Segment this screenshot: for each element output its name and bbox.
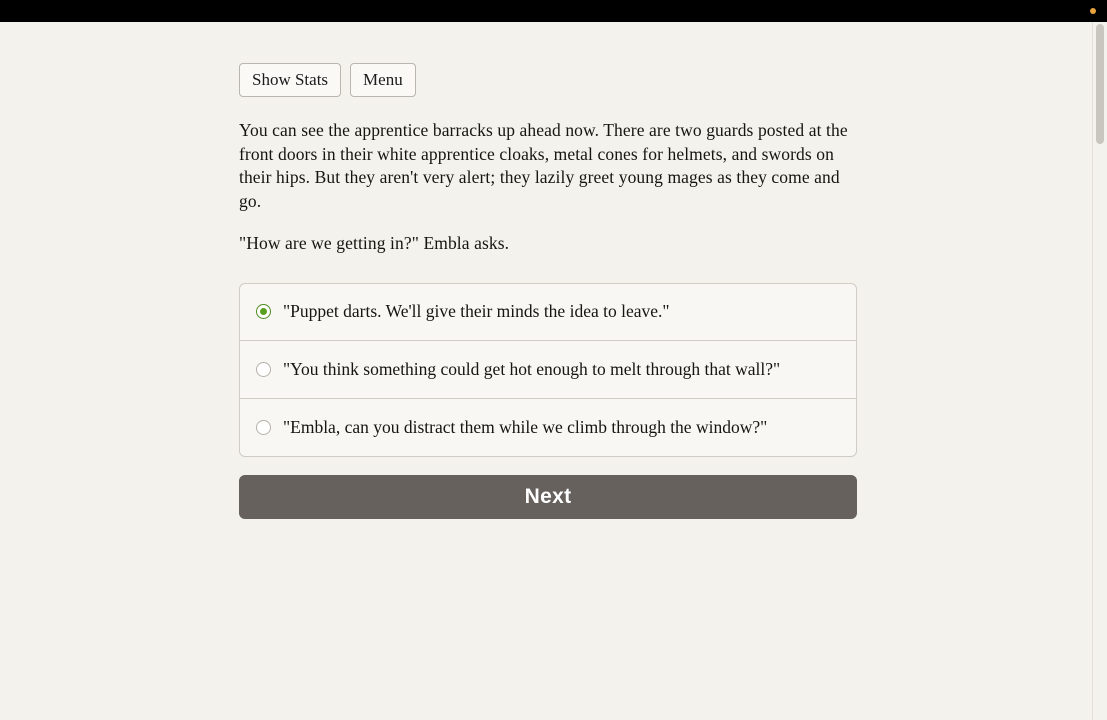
main-content: [239, 22, 857, 519]
scrollbar-thumb[interactable]: [1096, 24, 1104, 144]
menu-button[interactable]: Menu: [350, 63, 416, 97]
toolbar: [239, 63, 857, 97]
status-dot-icon: [1090, 8, 1096, 14]
radio-icon-1[interactable]: [256, 304, 271, 319]
choice-label-2: "You think something could get hot enough to melt through that wall?": [283, 358, 781, 379]
radio-icon-2[interactable]: [256, 362, 271, 377]
next-button[interactable]: Next: [239, 475, 857, 519]
choice-option-3[interactable]: [240, 399, 856, 457]
story-paragraph-2: "How are we getting in?" Embla asks.: [239, 233, 510, 253]
radio-icon-3[interactable]: [256, 420, 271, 435]
choice-label-3: "Embla, can you distract them while we climb through the window?": [283, 416, 768, 437]
show-stats-button[interactable]: Show Stats: [239, 63, 341, 97]
choice-option-1[interactable]: [240, 284, 856, 342]
choice-label-1: "Puppet darts. We'll give their minds the idea to leave.": [283, 301, 670, 322]
window-titlebar: [0, 0, 1107, 22]
story-paragraph-1: You can see the apprentice barracks up ahead now. There are two guards posted at the front doors in their white apprentice cloaks, metal cones for helmets, and swords on their hips. But they aren't very alert; they lazily greet young mages as they come and go.: [239, 120, 848, 211]
page-scrollbar[interactable]: [1092, 22, 1107, 720]
choice-option-2[interactable]: [240, 341, 856, 399]
choice-list: [239, 283, 857, 458]
